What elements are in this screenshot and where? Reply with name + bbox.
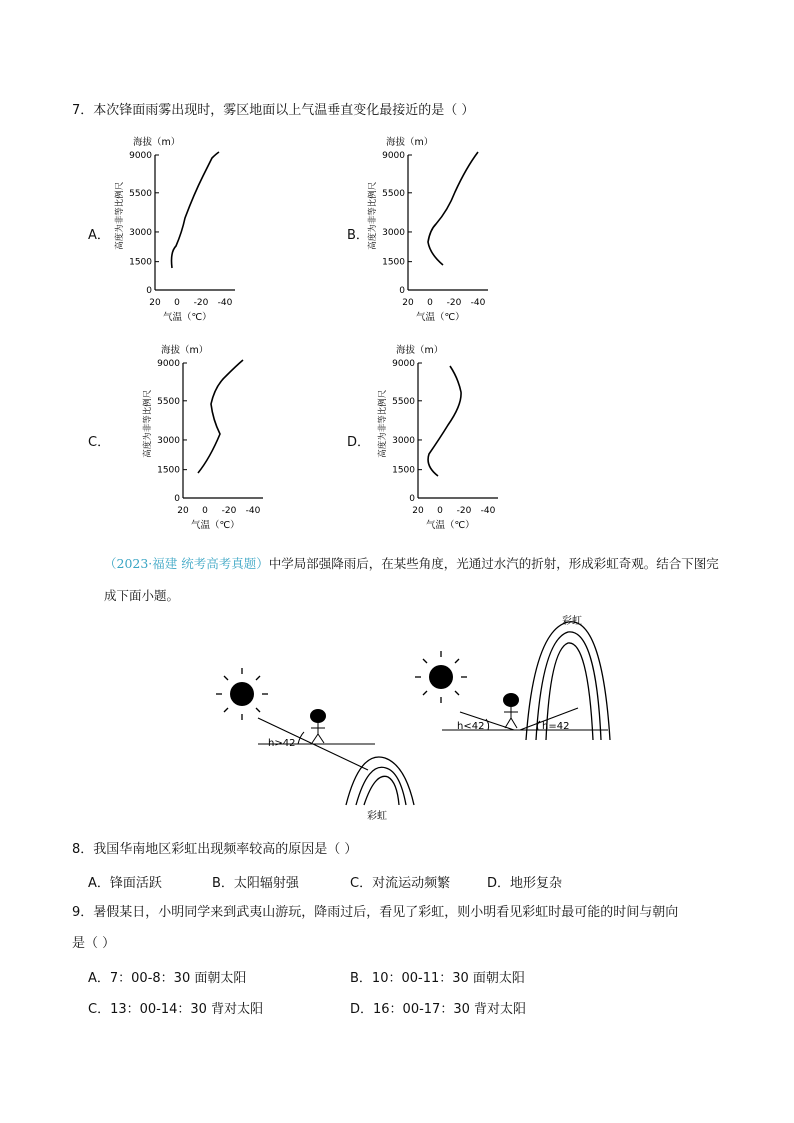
x-tick-label-b: -20 xyxy=(446,298,462,308)
q8-option-a: A．锋面活跃 xyxy=(88,876,162,891)
x-tick-label-c: -40 xyxy=(245,506,261,516)
side-label-c: 高度为非等比例尺 xyxy=(143,389,153,458)
y-tick-label-d: 3000 xyxy=(392,435,415,446)
y-tick-label-b: 1500 xyxy=(382,257,405,268)
q8-option-b: B．太阳辐射强 xyxy=(212,876,299,891)
y-axis-title-c: 海拔（m） xyxy=(161,345,209,356)
sun-icon xyxy=(415,651,467,703)
side-label-b: 高度为非等比例尺 xyxy=(368,181,378,250)
y-axis-title-a: 海拔（m） xyxy=(133,137,181,148)
q8-option-c: C．对流运动频繁 xyxy=(350,876,451,891)
q7-stem: 7．本次锋面雨雾出现时，雾区地面以上气温垂直变化最接近的是（ ） xyxy=(72,103,475,118)
x-tick-label-b: -40 xyxy=(470,298,486,308)
side-label-a: 高度为非等比例尺 xyxy=(115,181,125,250)
y-tick-label-b: 0 xyxy=(399,286,405,296)
x-tick-label-a: -40 xyxy=(217,298,233,308)
x-tick-label-d: 20 xyxy=(412,506,424,516)
x-axis-title-c: 气温（℃） xyxy=(191,520,240,531)
y-tick-label-c: 9000 xyxy=(157,359,180,369)
x-axis-title-a: 气温（℃） xyxy=(163,312,212,323)
y-axis-title-d: 海拔（m） xyxy=(396,345,444,356)
y-tick-label-d: 5500 xyxy=(392,396,415,407)
y-tick-label-b: 5500 xyxy=(382,188,405,199)
rainbow-figure xyxy=(0,600,794,830)
option-a-label: A． xyxy=(88,228,110,243)
x-axis-title-b: 气温（℃） xyxy=(416,312,465,323)
y-axis-title-b: 海拔（m） xyxy=(386,137,434,148)
x-tick-label-c: 20 xyxy=(177,506,189,516)
x-tick-label-a: 0 xyxy=(174,298,180,308)
y-tick-label-d: 0 xyxy=(409,494,415,504)
option-b-label: B． xyxy=(347,228,369,243)
q9-option-a: A．7：00-8：30 面朝太阳 xyxy=(88,971,247,986)
q9-option-d: D．16：00-17：30 背对太阳 xyxy=(350,1002,527,1017)
y-tick-label-a: 1500 xyxy=(129,257,152,268)
sun-icon xyxy=(216,668,268,720)
passage-text: 中学局部强降雨后，在某些角度，光通过水汽的折射，形成彩虹奇观。结合下图完成下面小题。 xyxy=(104,556,719,603)
left-rainbow-label: 彩虹 xyxy=(367,811,387,822)
temperature-curve-a xyxy=(172,152,220,268)
right-rainbow-label: 彩虹 xyxy=(562,616,582,627)
q9-stem-line1: 9．暑假某日，小明同学来到武夷山游玩，降雨过后，看见了彩虹，则小明看见彩虹时最可能的时间与朝向 xyxy=(72,905,679,920)
person-icon xyxy=(310,709,326,743)
left-angle-label: h>42 xyxy=(268,738,296,749)
side-label-d: 高度为非等比例尺 xyxy=(378,389,388,458)
y-tick-label-a: 9000 xyxy=(129,151,152,161)
y-tick-label-c: 0 xyxy=(174,494,180,504)
right-angle-right-label: h=42 xyxy=(542,721,570,732)
y-tick-label-c: 3000 xyxy=(157,435,180,446)
q8-option-d: D．地形复杂 xyxy=(487,876,563,891)
x-tick-label-d: 0 xyxy=(437,506,443,516)
y-tick-label-c: 5500 xyxy=(157,396,180,407)
y-tick-label-a: 0 xyxy=(146,286,152,296)
y-tick-label-a: 3000 xyxy=(129,227,152,238)
y-tick-label-c: 1500 xyxy=(157,465,180,476)
option-c-label: C． xyxy=(88,435,111,450)
passage-source: （2023·福建 统考高考真题） xyxy=(104,556,269,571)
temperature-curve-c xyxy=(198,360,243,473)
y-tick-label-a: 5500 xyxy=(129,188,152,199)
x-tick-label-a: 20 xyxy=(149,298,161,308)
option-d-label: D． xyxy=(347,435,371,450)
x-tick-label-d: -20 xyxy=(456,506,472,516)
q9-option-c: C．13：00-14：30 背对太阳 xyxy=(88,1002,264,1017)
x-tick-label-d: -40 xyxy=(480,506,496,516)
x-tick-label-b: 0 xyxy=(427,298,433,308)
x-tick-label-a: -20 xyxy=(193,298,209,308)
x-axis-title-d: 气温（℃） xyxy=(426,520,475,531)
temperature-curve-d xyxy=(428,366,461,476)
right-angle-left-label: h<42 xyxy=(457,721,485,732)
y-tick-label-d: 1500 xyxy=(392,465,415,476)
q8-stem: 8．我国华南地区彩虹出现频率较高的原因是（ ） xyxy=(72,842,358,857)
q9-option-b: B．10：00-11：30 面朝太阳 xyxy=(350,971,525,986)
q9-stem-line2: 是（ ） xyxy=(72,936,116,951)
person-icon xyxy=(503,693,519,728)
x-tick-label-c: -20 xyxy=(221,506,237,516)
q7-charts xyxy=(0,0,794,560)
temperature-curve-b xyxy=(428,152,478,265)
y-tick-label-d: 9000 xyxy=(392,359,415,369)
x-tick-label-c: 0 xyxy=(202,506,208,516)
y-tick-label-b: 9000 xyxy=(382,151,405,161)
y-tick-label-b: 3000 xyxy=(382,227,405,238)
x-tick-label-b: 20 xyxy=(402,298,414,308)
